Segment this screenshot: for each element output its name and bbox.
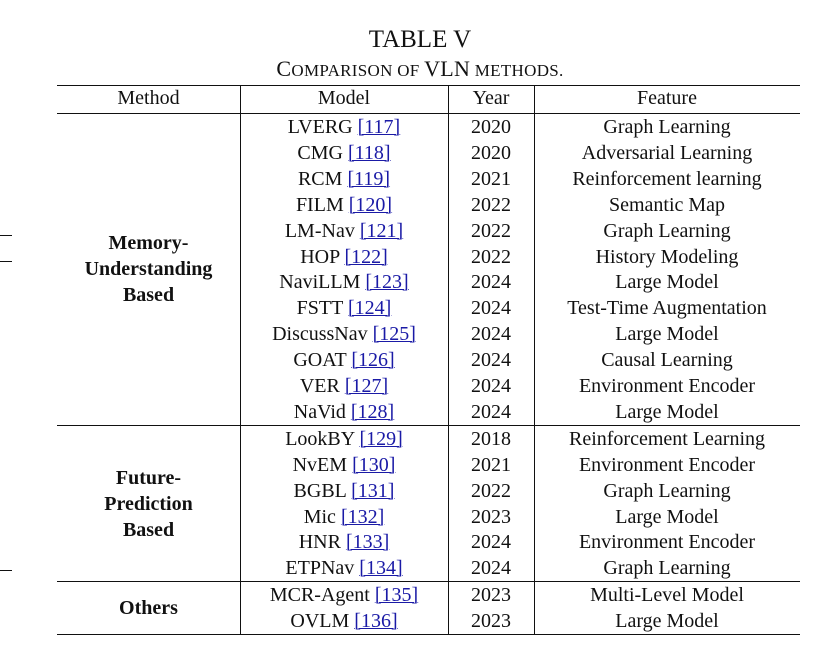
citation-link[interactable]: [117] xyxy=(357,116,401,138)
table-cell-model xyxy=(240,399,448,425)
header-year: Year xyxy=(472,87,510,109)
model-name: NaviLLM xyxy=(279,271,361,294)
column-divider xyxy=(534,85,535,634)
model-name: MCR-Agent xyxy=(269,584,370,607)
header-model: Model xyxy=(317,87,371,109)
table-cell-feature: Semantic Map xyxy=(608,193,726,216)
table-cell-model xyxy=(240,608,448,634)
table-cell-model xyxy=(240,269,448,295)
table-cell-year: 2021 xyxy=(471,167,511,190)
table-cell-year: 2020 xyxy=(471,116,511,138)
group-label-line: Understanding xyxy=(84,258,213,281)
citation-link[interactable]: [130] xyxy=(352,453,396,476)
table-cell-model xyxy=(240,426,448,452)
table-caption: COMPARISON OF VLN METHODS. xyxy=(276,56,564,81)
margin-mark xyxy=(0,261,12,262)
model-name: Mic xyxy=(303,505,336,528)
model-name: ETPNav xyxy=(285,557,355,580)
table-cell-feature: Graph Learning xyxy=(603,479,731,502)
table-cell-feature: Multi-Level Model xyxy=(590,584,744,607)
table-cell-model xyxy=(240,478,448,504)
table-cell-feature: Large Model xyxy=(615,400,719,423)
table-cell-feature: Environment Encoder xyxy=(578,531,756,554)
table-cell-model xyxy=(240,452,448,478)
table-cell-model xyxy=(240,295,448,321)
table-cell-year: 2022 xyxy=(471,219,511,242)
table-cell-feature: Large Model xyxy=(615,271,719,294)
citation-link[interactable]: [127] xyxy=(344,375,389,397)
model-name: LM-Nav xyxy=(284,219,355,242)
citation-link[interactable]: [123] xyxy=(365,271,409,294)
citation-link[interactable]: [122] xyxy=(344,245,388,268)
model-name: HNR xyxy=(298,531,341,554)
citation-link[interactable]: [119] xyxy=(347,167,391,190)
table-cell-feature: Reinforcement Learning xyxy=(568,427,766,450)
column-divider xyxy=(448,85,449,634)
table-cell-year: 2024 xyxy=(471,375,511,397)
table-cell-model xyxy=(240,347,448,373)
group-label-line: Others xyxy=(119,597,178,620)
citation-link[interactable]: [136] xyxy=(354,610,398,633)
model-name: LookBY xyxy=(285,427,355,450)
model-name: NaVid xyxy=(293,400,346,423)
margin-mark xyxy=(0,235,12,236)
table-cell-feature: History Modeling xyxy=(595,245,739,268)
group-label-line: Based xyxy=(122,518,175,541)
table-cell-feature: Large Model xyxy=(615,505,719,528)
table-cell-feature: Reinforcement learning xyxy=(572,167,762,190)
table-cell-year: 2022 xyxy=(471,245,511,268)
table-cell-model xyxy=(240,504,448,530)
model-name: BGBL xyxy=(293,479,347,502)
citation-link[interactable]: [120] xyxy=(348,193,393,216)
table-cell-year: 2024 xyxy=(471,323,511,346)
column-divider xyxy=(240,85,241,634)
table-cell-year: 2022 xyxy=(471,479,511,502)
table-cell-model xyxy=(240,166,448,192)
table-cell-feature: Graph Learning xyxy=(603,557,731,580)
margin-mark xyxy=(0,570,12,571)
model-name: LVERG xyxy=(287,116,353,138)
model-name: FILM xyxy=(295,193,344,216)
citation-link[interactable]: [133] xyxy=(345,531,390,554)
table-cell-model xyxy=(240,321,448,347)
citation-link[interactable]: [135] xyxy=(374,584,419,607)
citation-link[interactable]: [118] xyxy=(348,141,391,164)
table-cell-model xyxy=(240,582,448,608)
model-name: CMG xyxy=(297,141,343,164)
table-bottom-rule xyxy=(57,634,800,635)
table-cell-year: 2023 xyxy=(471,584,511,607)
table-cell-year: 2018 xyxy=(471,427,511,450)
table-cell-feature: Environment Encoder xyxy=(578,453,756,476)
table-cell-year: 2024 xyxy=(471,531,511,554)
header-feature: Feature xyxy=(637,87,697,109)
citation-link[interactable]: [131] xyxy=(351,479,395,502)
table-cell-model xyxy=(240,218,448,244)
group-label-line: Prediction xyxy=(104,492,193,515)
header-method: Method xyxy=(117,87,180,109)
table-cell-model xyxy=(240,244,448,270)
table-cell-year: 2020 xyxy=(471,141,511,164)
table-cell-feature: Test-Time Augmentation xyxy=(567,297,767,320)
citation-link[interactable]: [121] xyxy=(359,219,404,242)
citation-link[interactable]: [129] xyxy=(359,427,403,450)
model-name: NvEM xyxy=(292,453,348,476)
model-name: FSTT xyxy=(296,297,343,320)
table-cell-year: 2024 xyxy=(471,297,511,320)
table-cell-model xyxy=(240,555,448,581)
group-label-line: Memory- xyxy=(108,232,189,255)
table-cell-model xyxy=(240,529,448,555)
table-cell-year: 2023 xyxy=(471,505,511,528)
table-cell-feature: Graph Learning xyxy=(603,116,731,138)
citation-link[interactable]: [126] xyxy=(351,349,395,372)
table-cell-year: 2024 xyxy=(471,349,511,372)
model-name: HOP xyxy=(300,245,340,268)
table-cell-model xyxy=(240,192,448,218)
table-cell-year: 2021 xyxy=(471,453,511,476)
table-cell-year: 2024 xyxy=(471,557,511,580)
citation-link[interactable]: [134] xyxy=(359,557,403,580)
table-cell-model xyxy=(240,140,448,166)
table-cell-feature: Environment Encoder xyxy=(578,375,756,397)
citation-link[interactable]: [125] xyxy=(372,323,416,346)
model-name: VER xyxy=(299,375,340,397)
table-cell-year: 2024 xyxy=(471,271,511,294)
model-name: DiscussNav xyxy=(272,323,368,346)
table-cell-year: 2024 xyxy=(471,400,511,423)
citation-link[interactable]: [128] xyxy=(350,400,395,423)
table-cell-year: 2023 xyxy=(471,610,511,633)
model-name: RCM xyxy=(297,167,343,190)
table-title: TABLE V xyxy=(368,26,472,53)
model-name: OVLM xyxy=(290,610,350,633)
group-label-line: Future- xyxy=(115,466,182,489)
table-cell-feature: Graph Learning xyxy=(603,219,731,242)
table-cell-feature: Causal Learning xyxy=(601,349,733,372)
group-label-line: Based xyxy=(122,284,175,307)
table-cell-year: 2022 xyxy=(471,193,511,216)
table-cell-feature: Large Model xyxy=(615,610,719,633)
citation-link[interactable]: [132] xyxy=(340,505,385,528)
table-cell-model xyxy=(240,114,448,140)
citation-link[interactable]: [124] xyxy=(348,297,392,320)
table-cell-feature: Large Model xyxy=(615,323,719,346)
table-cell-feature: Adversarial Learning xyxy=(581,141,753,164)
model-name: GOAT xyxy=(293,349,347,372)
table-cell-model xyxy=(240,373,448,399)
